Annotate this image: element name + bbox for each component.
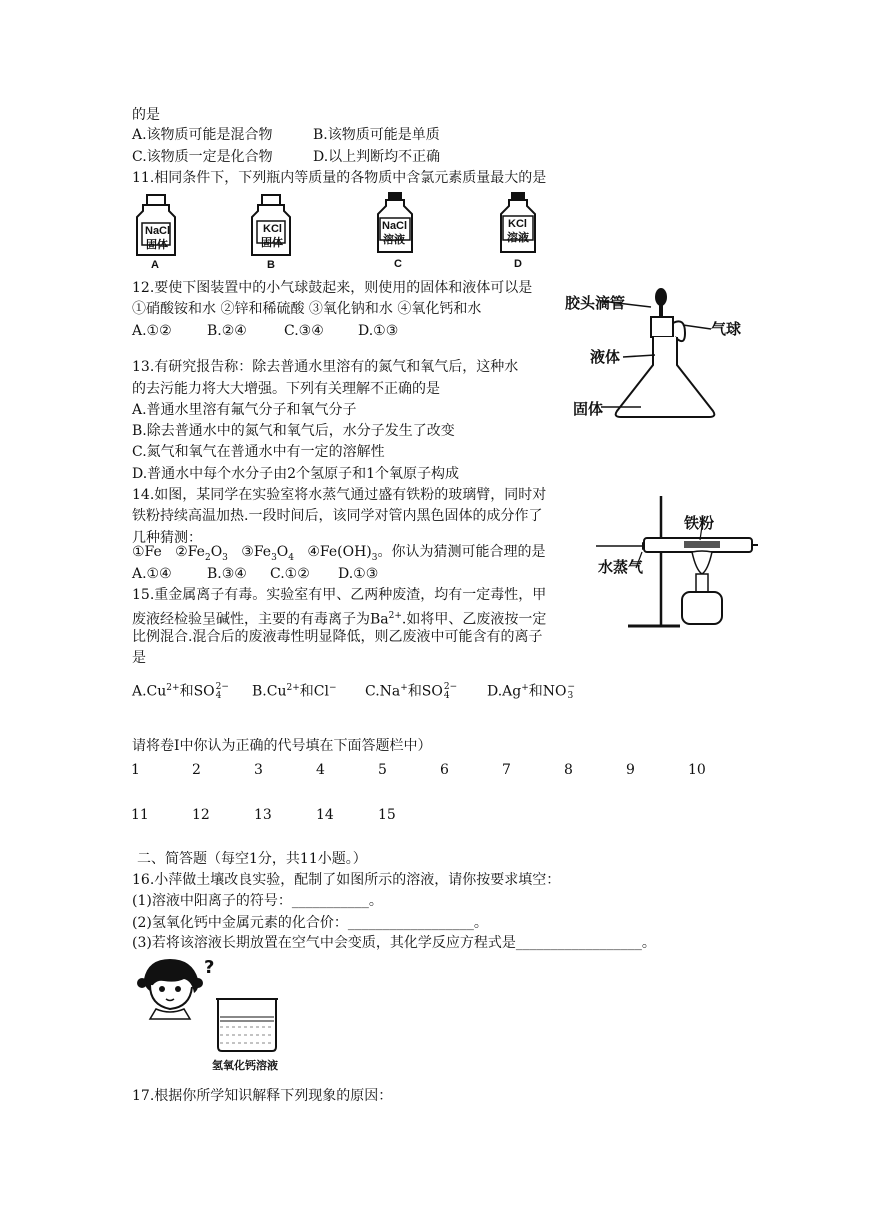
- bottle-c-letter: C: [394, 258, 402, 270]
- q16-part2: (2)氢氧化钙中金属元素的化合价：__________________。: [132, 915, 488, 931]
- answer-number: 6: [440, 762, 449, 778]
- answer-number: 8: [564, 762, 573, 778]
- label-iron-powder: 铁粉: [684, 514, 715, 532]
- bottle-a-label2: 固体: [146, 239, 168, 251]
- q15-option-c: C.Na+和SO2− 4: [365, 681, 458, 701]
- label-balloon: 气球: [711, 320, 742, 338]
- q15-stem-line3: 比例混合.混合后的废液毒性明显降低，则乙废液中可能含有的离子: [132, 629, 543, 645]
- q12-choices: ①硝酸铵和水 ②锌和稀硫酸 ③氧化钠和水 ④氧化钙和水: [132, 301, 482, 317]
- answer-number: 4: [316, 762, 325, 778]
- guess-3: $③Fe_3O_4$: [241, 544, 295, 563]
- bottle-c-label2: 溶液: [383, 234, 405, 246]
- q13-option-c: C.氮气和氧气在普通水中有一定的溶解性: [132, 444, 385, 460]
- answer-number: 1: [131, 762, 140, 778]
- bottle-b-label1: KCl: [263, 223, 282, 235]
- q12-option-c: C.③④: [284, 323, 324, 339]
- bottle-d-label1: KCl: [508, 218, 527, 230]
- answer-number: 7: [502, 762, 511, 778]
- q15-option-b: $B.Cu^{2+}$和Cl−: [252, 683, 337, 700]
- bottle-d-figure: [495, 190, 545, 274]
- answer-number: 15: [378, 807, 396, 823]
- guess-2: $②Fe_2O_3$: [175, 544, 228, 563]
- q14-option-b: B.③④: [207, 566, 247, 582]
- q13-stem-line2: 的去污能力将大大增强。下列有关理解不正确的是: [132, 381, 440, 397]
- q13-option-d: D.普通水中每个水分子由2个氢原子和1个氧原子构成: [132, 466, 459, 482]
- bottle-b-figure: [248, 193, 298, 273]
- bottle-a-label1: NaCl: [145, 225, 171, 237]
- q14-stem-line2: 铁粉持续高温加热.一段时间后，该同学对管内黑色固体的成分作了: [132, 508, 543, 524]
- bottle-d-letter: D: [514, 258, 522, 270]
- q10-option-d: D.以上判断均不正确: [313, 149, 441, 165]
- q13-option-b: B.除去普通水中的氮气和氧气后，水分子发生了改变: [132, 423, 455, 439]
- answer-number: 2: [192, 762, 201, 778]
- q16-part1: (1)溶液中阳离子的符号：___________。: [132, 893, 383, 909]
- q14-question-tail: 。你认为猜测可能合理的是: [377, 544, 546, 560]
- beaker-label: 氢氧化钙溶液: [212, 1059, 278, 1072]
- q16-stem: 16.小萍做土壤改良实验，配制了如图所示的溶液，请你按要求填空：: [132, 872, 561, 888]
- q15-stem-line4: 是: [132, 650, 146, 666]
- guess-1: ①Fe: [132, 544, 162, 560]
- answer-number: 13: [254, 807, 272, 823]
- label-steam: 水蒸气: [598, 558, 644, 576]
- answer-number: 3: [254, 762, 263, 778]
- answer-number: 10: [688, 762, 706, 778]
- q15-stem-line2: 废液经检验呈碱性，主要的有毒离子为$Ba^{2+}$.如将甲、乙废液按一定: [132, 611, 547, 628]
- carryover-text: 的是: [132, 107, 160, 123]
- answer-number: 9: [626, 762, 635, 778]
- q10-option-b: B.该物质可能是单质: [313, 127, 440, 143]
- bottle-d-label2: 溶液: [507, 232, 529, 244]
- q14-stem-line3: 几种猜测：: [132, 530, 202, 546]
- q14-option-c: C.①②: [270, 566, 310, 582]
- answer-number: 11: [131, 807, 149, 823]
- tube-heating-figure: [596, 492, 761, 632]
- answer-number: 14: [316, 807, 334, 823]
- bottle-a-figure: [133, 193, 183, 273]
- label-dropper: 胶头滴管: [565, 294, 626, 312]
- girl-beaker-figure: [136, 955, 296, 1075]
- q16-part3: (3)若将该溶液长期放置在空气中会变质，其化学反应方程式是__________________。: [132, 935, 656, 951]
- bottle-a-letter: A: [151, 259, 159, 271]
- q10-option-c: C.该物质一定是化合物: [132, 149, 273, 165]
- q12-option-a: A.①②: [132, 323, 172, 339]
- q15-option-a: $A.Cu^{2+}$和SO2− 4: [132, 681, 229, 701]
- bottle-b-letter: B: [267, 259, 275, 271]
- label-liquid: 液体: [590, 348, 621, 366]
- q14-option-d: D.①③: [338, 566, 379, 582]
- answer-number: 5: [378, 762, 387, 778]
- q13-option-a: A.普通水里溶有氟气分子和氧气分子: [132, 402, 357, 418]
- bottle-b-label2: 固体: [261, 237, 283, 249]
- guess-4: $④Fe(OH)_3$: [307, 544, 378, 563]
- q17-stem: 17.根据你所学知识解释下列现象的原因：: [132, 1088, 393, 1104]
- q12-option-b: B.②④: [207, 323, 247, 339]
- answer-number: 12: [192, 807, 210, 823]
- q13-stem-line1: 13.有研究报告称：除去普通水里溶有的氮气和氧气后，这种水: [132, 359, 519, 375]
- q11-stem: 11.相同条件下，下列瓶内等质量的各物质中含氯元素质量最大的是: [132, 170, 547, 186]
- q12-option-d: D.①③: [358, 323, 399, 339]
- bottle-c-figure: [372, 190, 422, 274]
- label-solid: 固体: [573, 400, 604, 418]
- q14-option-a: A.①④: [132, 566, 172, 582]
- flask-apparatus-figure: [565, 285, 755, 425]
- q10-option-a: A.该物质可能是混合物: [132, 127, 273, 143]
- q14-stem-line1: 14.如图，某同学在实验室将水蒸气通过盛有铁粉的玻璃臂，同时对: [132, 487, 547, 503]
- section-2-heading: 二、简答题（每空1分，共11小题。）: [137, 851, 367, 867]
- q15-stem-line1: 15.重金属离子有毒。实验室有甲、乙两种废渣，均有一定毒性，甲: [132, 587, 547, 603]
- answer-instruction: 请将卷Ⅰ中你认为正确的代号填在下面答题栏中）: [132, 738, 432, 754]
- q15-option-d: D.Ag+和NO− 3: [487, 681, 576, 701]
- question-mark-icon: ?: [204, 957, 215, 978]
- bottle-c-label1: NaCl: [382, 220, 408, 232]
- q12-stem: 12.要使下图装置中的小气球鼓起来，则使用的固体和液体可以是: [132, 280, 533, 296]
